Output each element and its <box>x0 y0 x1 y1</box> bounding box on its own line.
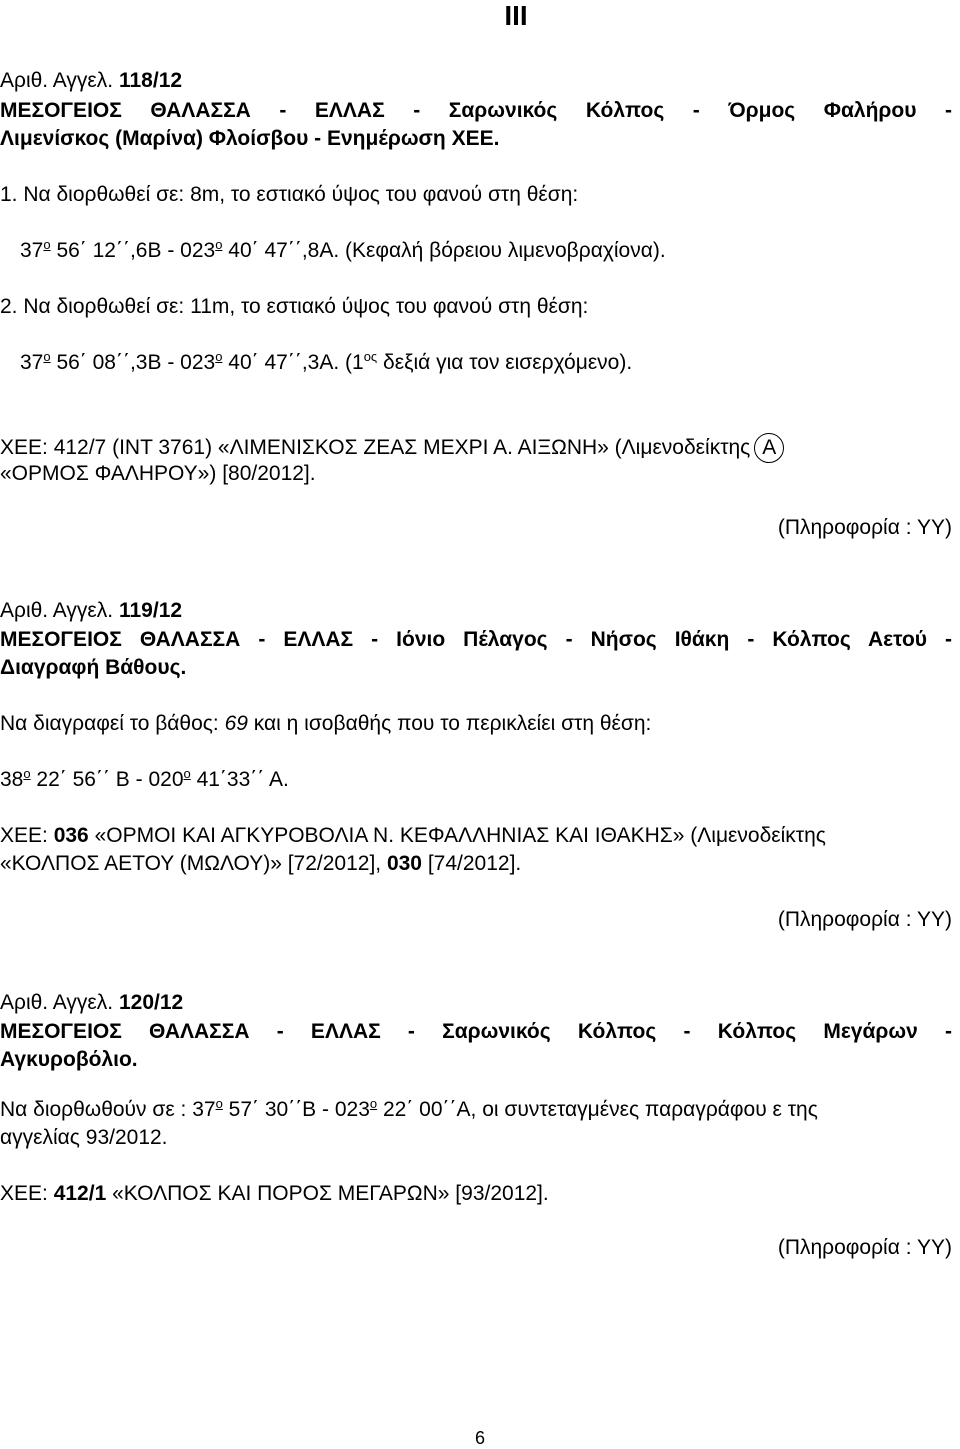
notice-118-item-1: 1. Να διορθωθεί σε: 8m, το εστιακό ύψος του φανού στη θέση: <box>0 183 579 206</box>
notice-120-chart-ref: ΧΕΕ: 412/1 «ΚΟΛΠΟΣ ΚΑΙ ΠΟΡΟΣ ΜΕΓΑΡΩΝ» [93/2012]. <box>0 1182 549 1205</box>
notice-120-title-line1: ΜΕΣΟΓΕΙΟΣ ΘΑΛΑΣΣΑ - ΕΛΛΑΣ - Σαρωνικός Κόλπος - Κόλπος Μεγάρων - <box>0 1020 952 1043</box>
notice-119-chart-ref-line1: ΧΕΕ: 036 «ΟΡΜΟΙ ΚΑΙ ΑΓΚΥΡΟΒΟΛΙΑ Ν. ΚΕΦΑΛΛΗΝΙΑΣ ΚΑΙ ΙΘΑΚΗΣ» (Λιμενοδείκτης <box>0 824 826 847</box>
notice-118-chart-ref-line2: «ΟΡΜΟΣ ΦΑΛΗΡΟΥ») [80/2012]. <box>0 462 316 485</box>
notice-120-body-line1: Να διορθωθούν σε : $37^o$ 57΄ $30΄΄B - 023^o$ 22΄ 00΄΄Α, οι συντεταγμένες παραγράφου ε της <box>0 1096 818 1121</box>
notice-118-item-2: 2. Να διορθωθεί σε: 11m, το εστιακό ύψος του φανού στη θέση: <box>0 295 589 318</box>
notice-119-title-line1: ΜΕΣΟΓΕΙΟΣ ΘΑΛΑΣΣΑ - ΕΛΛΑΣ - Ιόνιο Πέλαγος - Νήσος Ιθάκη - Κόλπος Αετού - <box>0 628 952 651</box>
notice-118-number: Αριθ. Αγγελ. 118/12 <box>0 69 183 92</box>
notice-119-number: Αριθ. Αγγελ. 119/12 <box>0 599 183 622</box>
notice-120-title-line2: Αγκυροβόλιο. <box>0 1048 138 1071</box>
notice-120-body-line2: αγγελίας 93/2012. <box>0 1126 168 1149</box>
chart-index-badge: Α <box>754 433 784 463</box>
notice-120-number: Αριθ. Αγγελ. 120/12 <box>0 991 184 1014</box>
notice-119-info: (Πληροφορία : ΥΥ) <box>777 908 952 931</box>
notice-120-info: (Πληροφορία : ΥΥ) <box>777 1236 952 1259</box>
notice-118-coord-1: $37^o$ 56΄ $12΄΄,6B - 023^o$ 40΄ 47΄΄,8Α. (Κεφαλή βόρειου λιμενοβραχίονα). <box>20 237 666 262</box>
notice-119-body: Να διαγραφεί το βάθος: 69 και η ισοβαθής που το περικλείει στη θέση: <box>0 712 652 735</box>
section-roman-numeral: III <box>504 0 528 31</box>
notice-118-info: (Πληροφορία : ΥΥ) <box>777 516 952 539</box>
notice-119-title-line2: Διαγραφή Βάθους. <box>0 656 187 679</box>
notice-119-chart-ref-line2: «ΚΟΛΠΟΣ ΑΕΤΟΥ (ΜΩΛΟΥ)» [72/2012], 030 [74/2012]. <box>0 852 522 875</box>
notice-119-coord: $38^o$ 22΄ 56΄΄ Β - $020^o$ 41΄33΄΄ Α. <box>0 766 289 791</box>
notice-118-title-line1: ΜΕΣΟΓΕΙΟΣ ΘΑΛΑΣΣΑ - ΕΛΛΑΣ - Σαρωνικός Κόλπος - Όρμος Φαλήρου - <box>0 99 952 122</box>
notice-118-title-line2: Λιμενίσκος (Μαρίνα) Φλοίσβου - Ενημέρωση ΧΕΕ. <box>0 127 500 150</box>
page-number: 6 <box>474 1428 485 1448</box>
notice-118-chart-ref-line1: ΧΕΕ: 412/7 (INT 3761) «ΛΙΜΕΝΙΣΚΟΣ ΖΕΑΣ ΜΕΧΡΙ Α. ΑΙΞΩΝΗ» (Λιμενοδείκτης Α <box>0 433 952 463</box>
notice-118-coord-2: $37^o$ 56΄ $08΄΄,3B - 023^o$ 40΄ 47΄΄,3Α. ($1^{o\varsigma}$ δεξιά για τον εισερχόμενο). <box>20 349 633 374</box>
